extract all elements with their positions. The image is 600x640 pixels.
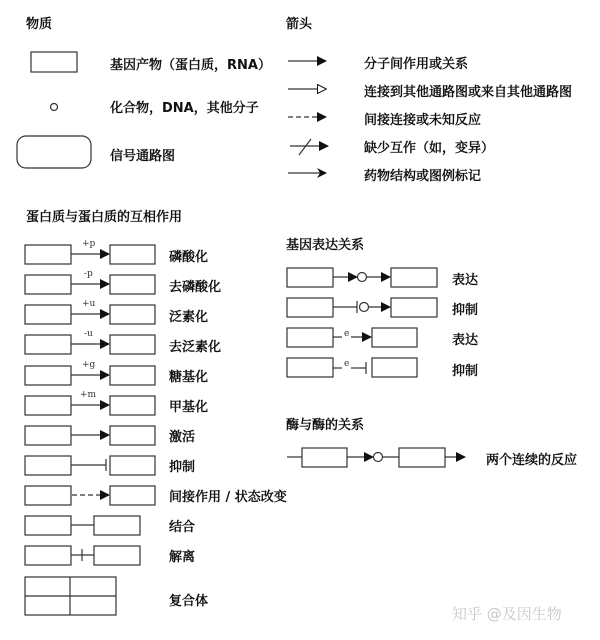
repression-label-2: 抑制 <box>452 364 479 379</box>
tag-plus-u: +u <box>82 299 96 309</box>
repression-circle-icon <box>287 298 437 317</box>
compound-circle-icon <box>51 104 58 111</box>
indirect-link-label: 间接连接或未知反应 <box>364 113 482 128</box>
drug-structure-label: 药物结构或图例标记 <box>364 169 482 184</box>
binding-label: 结合 <box>169 520 196 535</box>
indirect-effect-label: 间接作用 / 状态改变 <box>169 490 287 505</box>
phosphorylation-label: 磷酸化 <box>169 250 209 265</box>
tag-plus-m: +m <box>80 390 97 400</box>
methylation-label: 甲基化 <box>169 400 209 415</box>
expression-circle-icon <box>287 268 437 287</box>
arrows-section-title: 箭头 <box>286 17 313 32</box>
gene-product-label: 基因产物（蛋白质，RNA） <box>110 58 271 73</box>
binding-icon <box>25 516 140 535</box>
inhibition-label: 抑制 <box>169 460 196 475</box>
complex-label: 复合体 <box>169 594 209 609</box>
link-pathway-label: 连接到其他通路图或来自其他通路图 <box>364 85 573 100</box>
substance-section-title: 物质 <box>26 17 53 32</box>
repression-e-icon <box>287 358 417 377</box>
indirect-effect-icon <box>25 486 155 505</box>
pathway-rounded-rect-icon <box>17 136 91 168</box>
glycosylation-label: 糖基化 <box>169 370 209 385</box>
inhibition-icon <box>25 456 155 475</box>
enzyme-section-title: 酶与酶的关系 <box>286 418 365 433</box>
watermark: 知乎 @及因生物 <box>452 605 562 623</box>
compound-label: 化合物，DNA，其他分子 <box>110 101 259 116</box>
complex-icon <box>25 577 116 615</box>
consecutive-reactions-label: 两个连续的反应 <box>486 453 578 468</box>
dissociation-icon <box>25 546 140 565</box>
gene-product-rect-icon <box>31 52 77 72</box>
tag-e-repression: e <box>344 359 350 369</box>
consecutive-reactions-icon <box>287 448 465 467</box>
expression-e-icon <box>287 328 417 347</box>
molecular-interaction-label: 分子间作用或关系 <box>364 57 469 72</box>
activation-label: 激活 <box>169 430 196 445</box>
tag-e-expression: e <box>344 329 350 339</box>
ppi-section-title: 蛋白质与蛋白质的互相作用 <box>26 210 183 225</box>
dephosphorylation-label: 去磷酸化 <box>169 280 222 295</box>
gene-expression-section-title: 基因表达关系 <box>286 238 365 253</box>
tag-minus-p: -p <box>84 269 93 279</box>
missing-interaction-label: 缺少互作（如，变异） <box>364 141 495 156</box>
expression-label-1: 表达 <box>452 273 479 288</box>
slashed-arrow-icon <box>290 139 328 155</box>
pathway-map-label: 信号通路图 <box>110 149 176 164</box>
tag-plus-g: +g <box>82 360 96 370</box>
expression-label-2: 表达 <box>452 333 479 348</box>
tag-plus-p: +p <box>82 239 96 249</box>
dissociation-label: 解离 <box>169 550 196 565</box>
deubiquitination-label: 去泛素化 <box>169 340 222 355</box>
ubiquitination-label: 泛素化 <box>169 310 209 325</box>
repression-label-1: 抑制 <box>452 303 479 318</box>
tag-minus-u: -u <box>84 329 93 339</box>
activation-icon <box>25 426 155 445</box>
